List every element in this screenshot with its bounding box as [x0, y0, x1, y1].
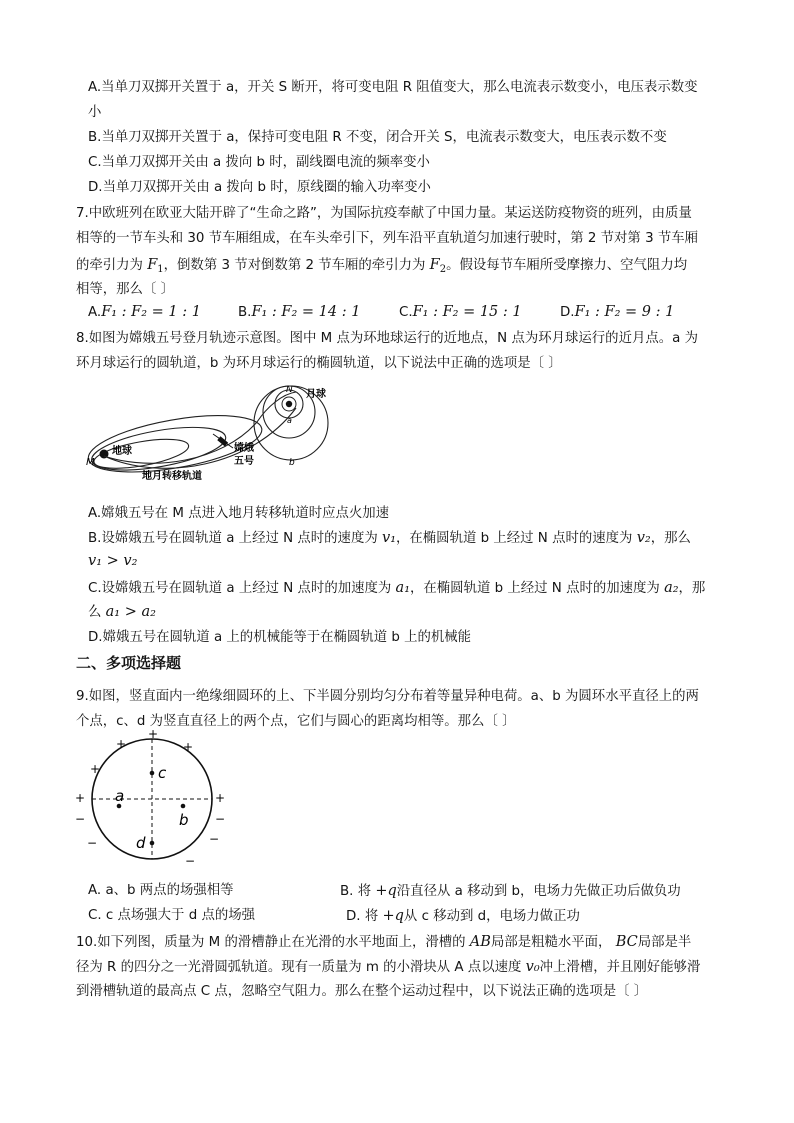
q8-trajectory-figure	[82, 382, 332, 482]
svg-text:−: −	[214, 812, 226, 826]
q10-stem-line3: 到滑槽轨道的最高点 C 点，忽略空气阻力。那么在整个运动过程中，以下说法正确的选项是〔 〕	[76, 984, 648, 999]
q9-option-b: B. 将 +q沿直径从 a 移动到 b，电场力先做正功后做负功	[340, 883, 681, 899]
svg-text:−: −	[184, 854, 196, 868]
label-probe-1: 嫦娥	[234, 443, 254, 454]
earth-orbit-2	[89, 419, 229, 478]
q9-option-c: C. c 点场强大于 d 点的场强	[88, 908, 256, 923]
q9-stem-line1: 9.如图，竖直面内一绝缘细圆环的上、下半圆分别均匀分布着等量异种电荷。a、b 为圆环水平直径上的两	[76, 689, 699, 704]
svg-text:−: −	[86, 836, 98, 850]
point-c	[150, 771, 155, 776]
q8-option-d: D.嫦娥五号在圆轨道 a 上的机械能等于在椭圆轨道 b 上的机械能	[88, 630, 472, 645]
label-transfer: 地月转移轨道	[142, 471, 202, 482]
label-b: b	[289, 458, 295, 468]
label-m: M	[86, 457, 95, 468]
q10-stem-line1: 10.如下列图，质量为 M 的滑槽静止在光滑的水平地面上，滑槽的 AB局部是粗糙水平面， BC局部是半	[76, 934, 692, 950]
q9-ring-figure	[72, 730, 232, 870]
svg-text:−: −	[74, 812, 86, 826]
q9-stem-line2: 个点，c、d 为竖直直径上的两个点，它们与圆心的距离均相等。那么〔 〕	[76, 714, 516, 729]
q8-stem-line1: 8.如图为嫦娥五号登月轨迹示意图。图中 M 点为环地球运行的近地点，N 点为环月球运行的近月点。a 为	[76, 331, 698, 346]
probe-icon	[213, 434, 233, 448]
q7-symbol-f2: $F_2$	[429, 257, 447, 275]
svg-text:+: +	[74, 791, 86, 805]
svg-text:+: +	[182, 740, 194, 754]
svg-text:+: +	[115, 737, 127, 751]
q8-option-c-line1: C.设嫦娥五号在圆轨道 a 上经过 N 点时的加速度为 a₁，在椭圆轨道 b 上经过 N 点时的加速度为 a₂，那	[88, 580, 706, 596]
svg-text:+: +	[147, 730, 159, 741]
q7-stem-line2: 相等的一节车头和 30 节车厢组成，在车头牵引下，列车沿平直轨道匀加速行驶时，第 2 节对第 3 节车厢	[76, 231, 699, 246]
label-a: a	[287, 416, 292, 425]
q7-stem-line3	[76, 256, 687, 279]
q6-option-d: D.当单刀双掷开关由 a 拨向 b 时，原线圈的输入功率变小	[88, 180, 431, 195]
q7-option-a: A.F₁ : F₂ = 1 : 1	[88, 304, 201, 320]
label-d: d	[136, 834, 146, 852]
label-a: a	[115, 787, 125, 805]
q7-stem-line4: 相等，那么〔 〕	[76, 282, 174, 297]
q6-option-b: B.当单刀双掷开关置于 a，保持可变电阻 R 不变，闭合开关 S，电流表示数变大，电压表示数不变	[88, 130, 667, 145]
q8-option-c-line2: 么 a₁ > a₂	[88, 604, 156, 620]
q8-stem-line2: 环月球运行的圆轨道，b 为环月球运行的椭圆轨道，以下说法中正确的选项是〔 〕	[76, 356, 562, 371]
q6-option-a-line2: 小	[88, 105, 102, 120]
q9-option-a: A. a、b 两点的场强相等	[88, 883, 234, 898]
q7-text-b: ，倒数第 3 节对倒数第 2 节车厢的牵引力为	[163, 258, 426, 273]
q7-stem-line1: 7.中欧班列在欧亚大陆开辟了“生命之路”，为国际抗疫奉献了中国力量。某运送防疫物资的班列，由质量	[76, 206, 692, 221]
q7-option-b: B.F₁ : F₂ = 14 : 1	[238, 304, 361, 320]
q8-option-b-line1: B.设嫦娥五号在圆轨道 a 上经过 N 点时的速度为 v₁，在椭圆轨道 b 上经过 N 点时的速度为 v₂，那么	[88, 530, 691, 546]
svg-text:+: +	[89, 762, 101, 776]
svg-text:−: −	[208, 832, 220, 846]
label-b: b	[179, 811, 189, 829]
q6-option-c: C.当单刀双掷开关由 a 拨向 b 时，副线圈电流的频率变小	[88, 155, 430, 170]
label-probe-2: 五号	[234, 456, 254, 467]
q7-text-c: 。假设每节车厢所受摩擦力、空气阻力均	[446, 258, 688, 273]
point-d	[150, 841, 155, 846]
q6-option-a-line1: A.当单刀双掷开关置于 a，开关 S 断开，将可变电阻 R 阻值变大，那么电流表示数变小，电压表示数变	[88, 80, 698, 95]
label-c: c	[158, 764, 167, 782]
q8-option-a: A.嫦娥五号在 M 点进入地月转移轨道时应点火加速	[88, 506, 390, 521]
q10-stem-line2: 径为 R 的四分之一光滑圆弧轨道。现有一质量为 m 的小滑块从 A 点以速度 v₀冲上滑槽，并且刚好能够滑	[76, 959, 701, 975]
q7-symbol-f1: $F_1$	[147, 257, 164, 275]
q7-text-a: 的牵引力为	[76, 258, 143, 273]
transfer-orbit-outer	[104, 408, 296, 468]
q7-option-c: C.F₁ : F₂ = 15 : 1	[399, 304, 522, 320]
q7-option-d: D.F₁ : F₂ = 9 : 1	[560, 304, 675, 320]
section-title-multiple-choice: 二、多项选择题	[76, 654, 182, 672]
label-earth: 地球	[112, 446, 132, 457]
point-b	[181, 804, 186, 809]
q9-option-d: D. 将 +q从 c 移动到 d，电场力做正功	[346, 908, 580, 924]
label-moon: 月球	[306, 389, 326, 400]
svg-text:+: +	[214, 791, 226, 805]
label-n: N	[286, 385, 293, 395]
q8-option-b-line2: v₁ > v₂	[88, 553, 138, 569]
